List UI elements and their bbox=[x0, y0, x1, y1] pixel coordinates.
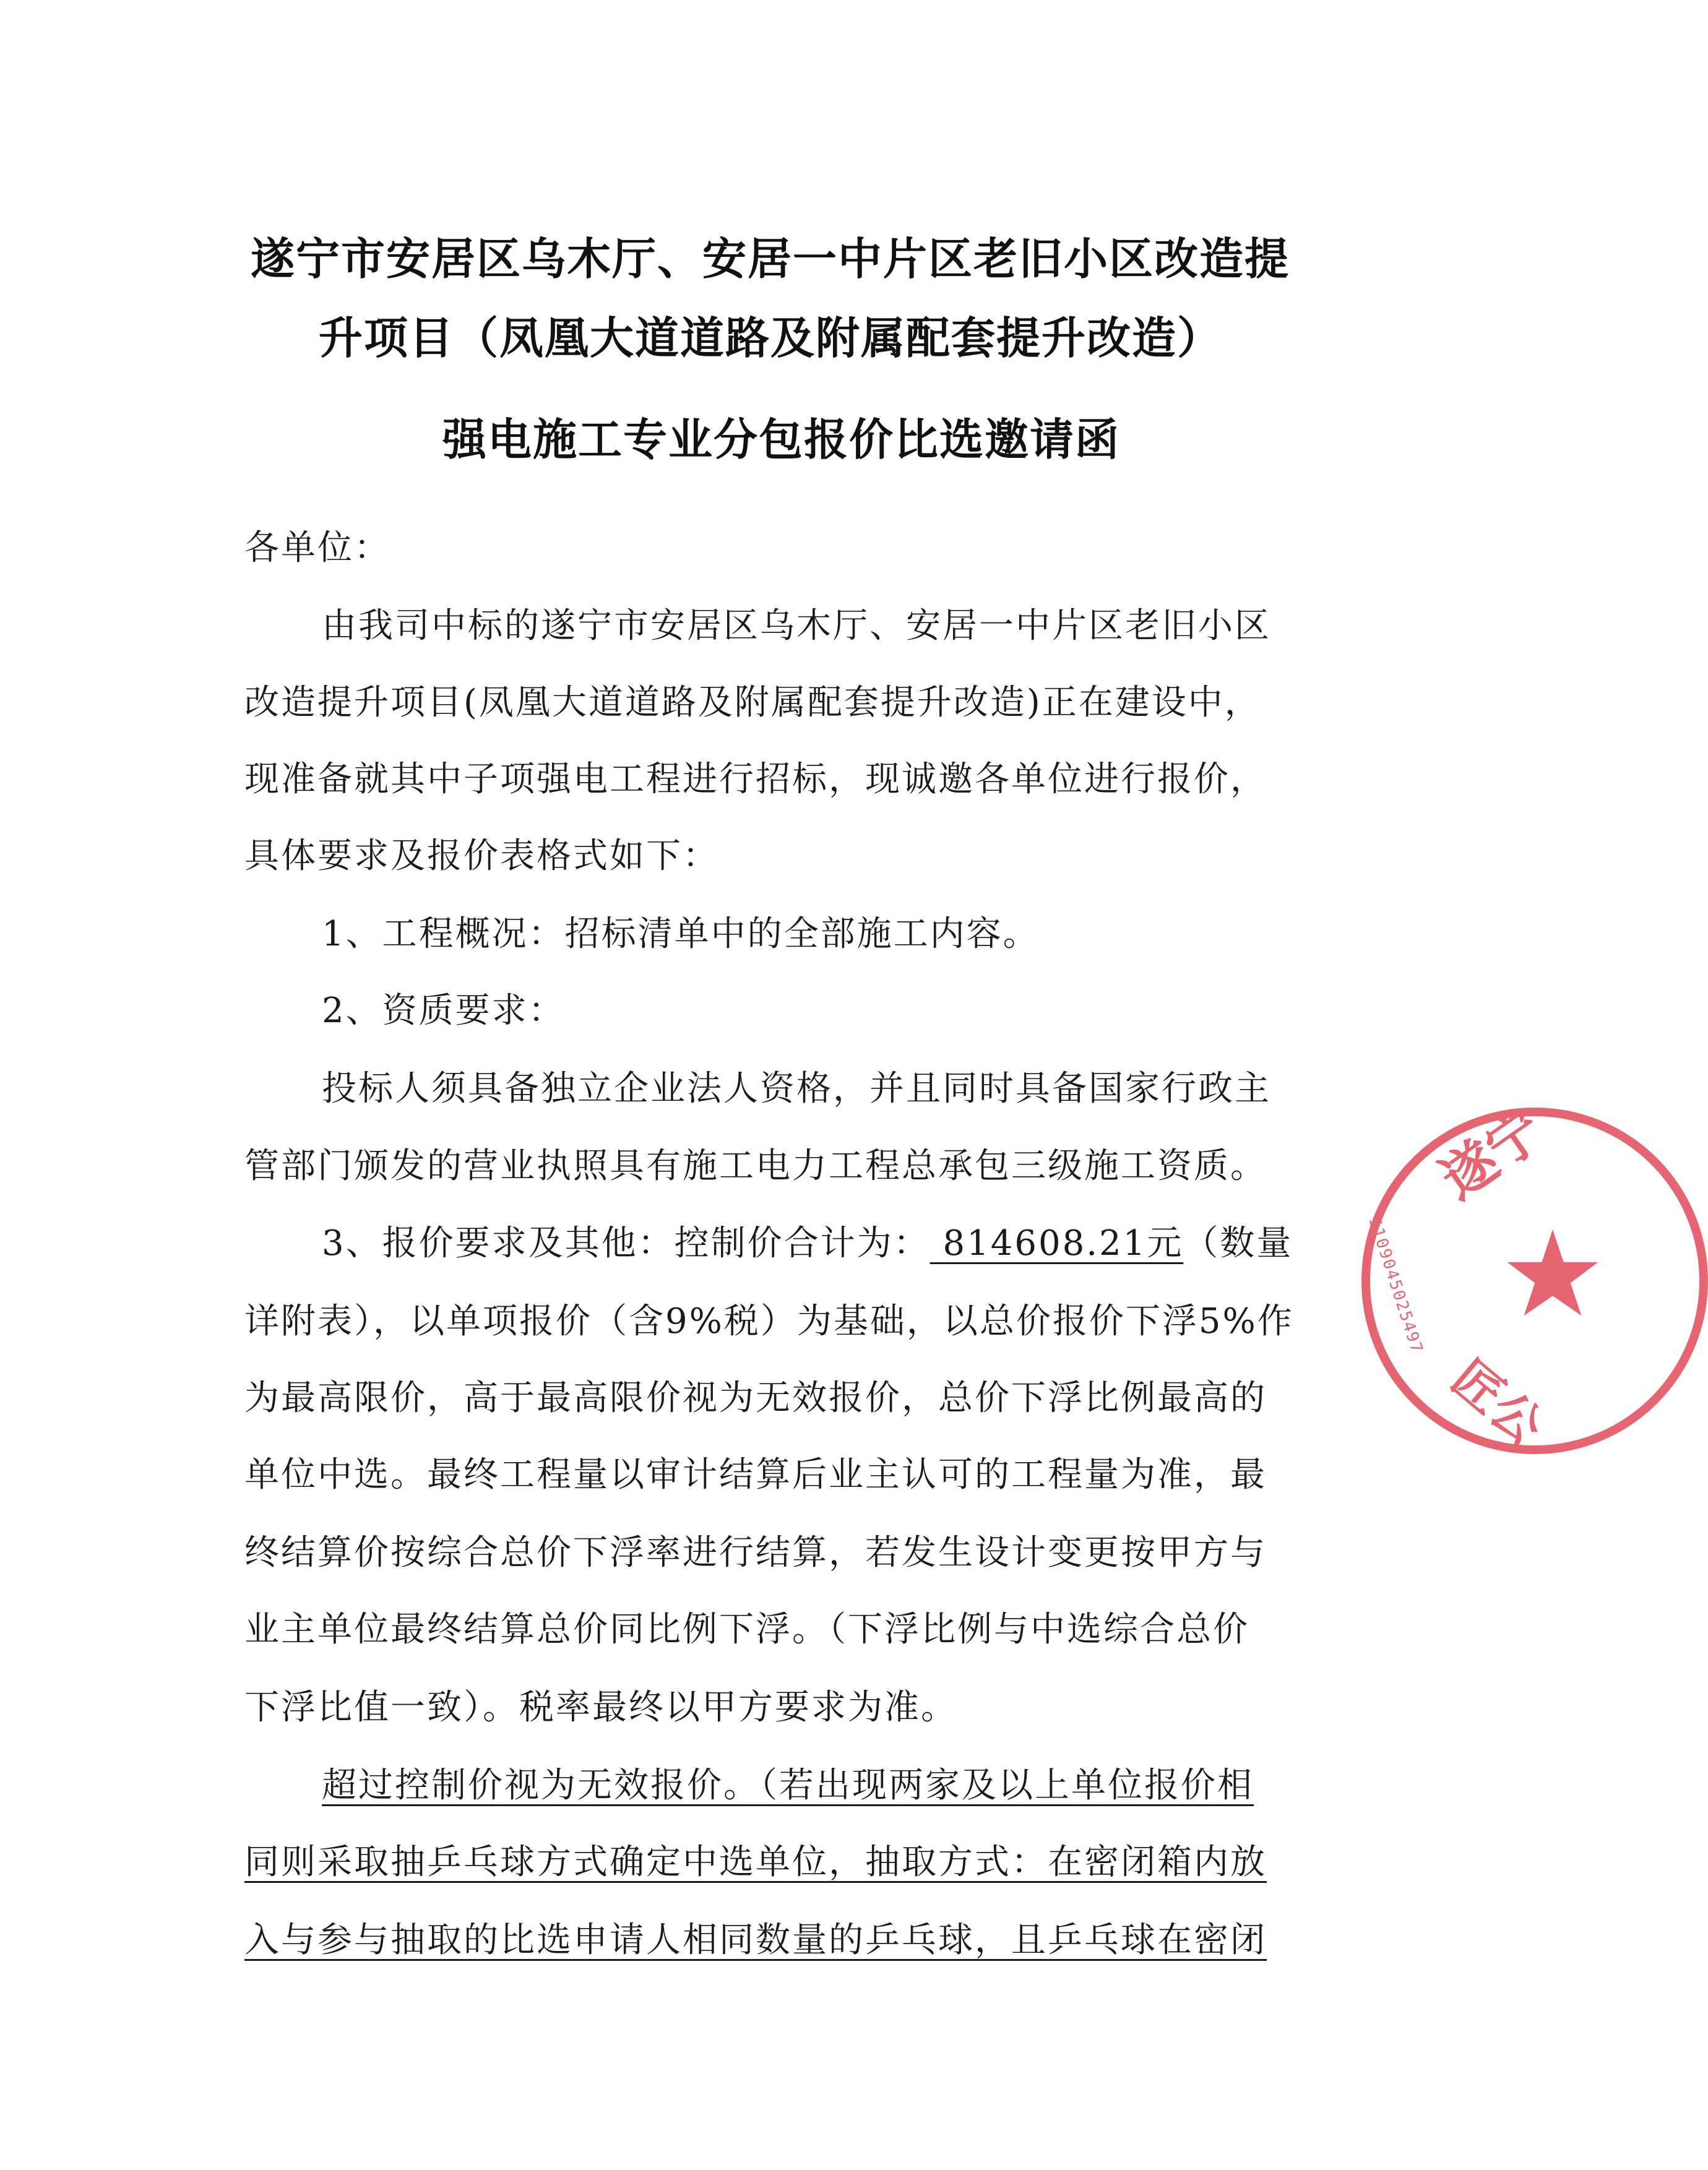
item-3-line-5: 业主单位最终结算总价同比例下浮。（下浮比例与中选综合总价 bbox=[244, 1609, 1249, 1650]
underlined-line-1: 超过控制价视为无效报价。（若出现两家及以上单位报价相 bbox=[322, 1765, 1254, 1806]
title-line-2: 升项目（凤凰大道道路及附属配套提升改造） bbox=[319, 312, 1223, 364]
intro-line-4: 具体要求及报价表格式如下： bbox=[244, 836, 719, 876]
salutation: 各单位： bbox=[244, 528, 390, 568]
intro-line-3: 现准备就其中子项强电工程进行招标，现诚邀各单位进行报价， bbox=[244, 759, 1267, 799]
item-3-line-6: 下浮比值一致）。税率最终以甲方要求为准。 bbox=[244, 1687, 957, 1728]
item-3-line-1: 详附表），以单项报价（含9%税）为基础，以总价报价下浮5%作 bbox=[244, 1301, 1294, 1341]
intro-line-2: 改造提升项目(凤凰大道道路及附属配套提升改造)正在建设中， bbox=[244, 682, 1261, 723]
control-price-text: 814608.21元 bbox=[942, 1223, 1184, 1264]
intro-line-1: 由我司中标的遂宁市安居区乌木厅、安居一中片区老旧小区 bbox=[322, 606, 1271, 646]
qualification-line-1: 投标人须具备独立企业法人资格，并且同时具备国家行政主 bbox=[322, 1069, 1271, 1109]
item-2-qualification-heading: 2、资质要求： bbox=[322, 991, 565, 1031]
item-1-overview: 1、工程概况：招标清单中的全部施工内容。 bbox=[322, 914, 1040, 954]
item-3-prefix: 3、报价要求及其他：控制价合计为： bbox=[322, 1223, 930, 1264]
seal-star-icon bbox=[1503, 1225, 1602, 1324]
underlined-line-3: 入与参与抽取的比选申请人相同数量的乒乓球，且乒乓球在密闭 bbox=[244, 1920, 1267, 1960]
item-3-price-line bbox=[322, 1219, 1293, 1268]
underlined-line-2: 同则采取抽乒乓球方式确定中选单位，抽取方式：在密闭箱内放 bbox=[244, 1842, 1267, 1882]
control-price-value bbox=[930, 1223, 1184, 1264]
qualification-line-2: 管部门颁发的营业执照具有施工电力工程总承包三级施工资质。 bbox=[244, 1146, 1267, 1186]
title-line-3: 强电施工专业分包报价比选邀请函 bbox=[442, 413, 1121, 465]
seal-text-top: 遂宁 bbox=[1429, 1096, 1555, 1212]
seal-code: 5109045025497 bbox=[1365, 1215, 1426, 1356]
item-3-line-2: 为最高限价，高于最高限价视为无效报价，总价下浮比例最高的 bbox=[244, 1378, 1267, 1418]
item-3-line-3: 单位中选。最终工程量以审计结算后业主认可的工程量为准，最 bbox=[244, 1455, 1267, 1495]
item-3-line-4: 终结算价按综合总价下浮率进行结算，若发生设计变更按甲方与 bbox=[244, 1533, 1267, 1573]
item-3-suffix: （数量 bbox=[1183, 1223, 1293, 1264]
title-line-1: 遂宁市安居区乌木厅、安居一中片区老旧小区改造提 bbox=[251, 233, 1290, 285]
company-seal bbox=[1361, 1096, 1708, 1457]
seal-text-bottom: 匠公 bbox=[1441, 1348, 1554, 1457]
